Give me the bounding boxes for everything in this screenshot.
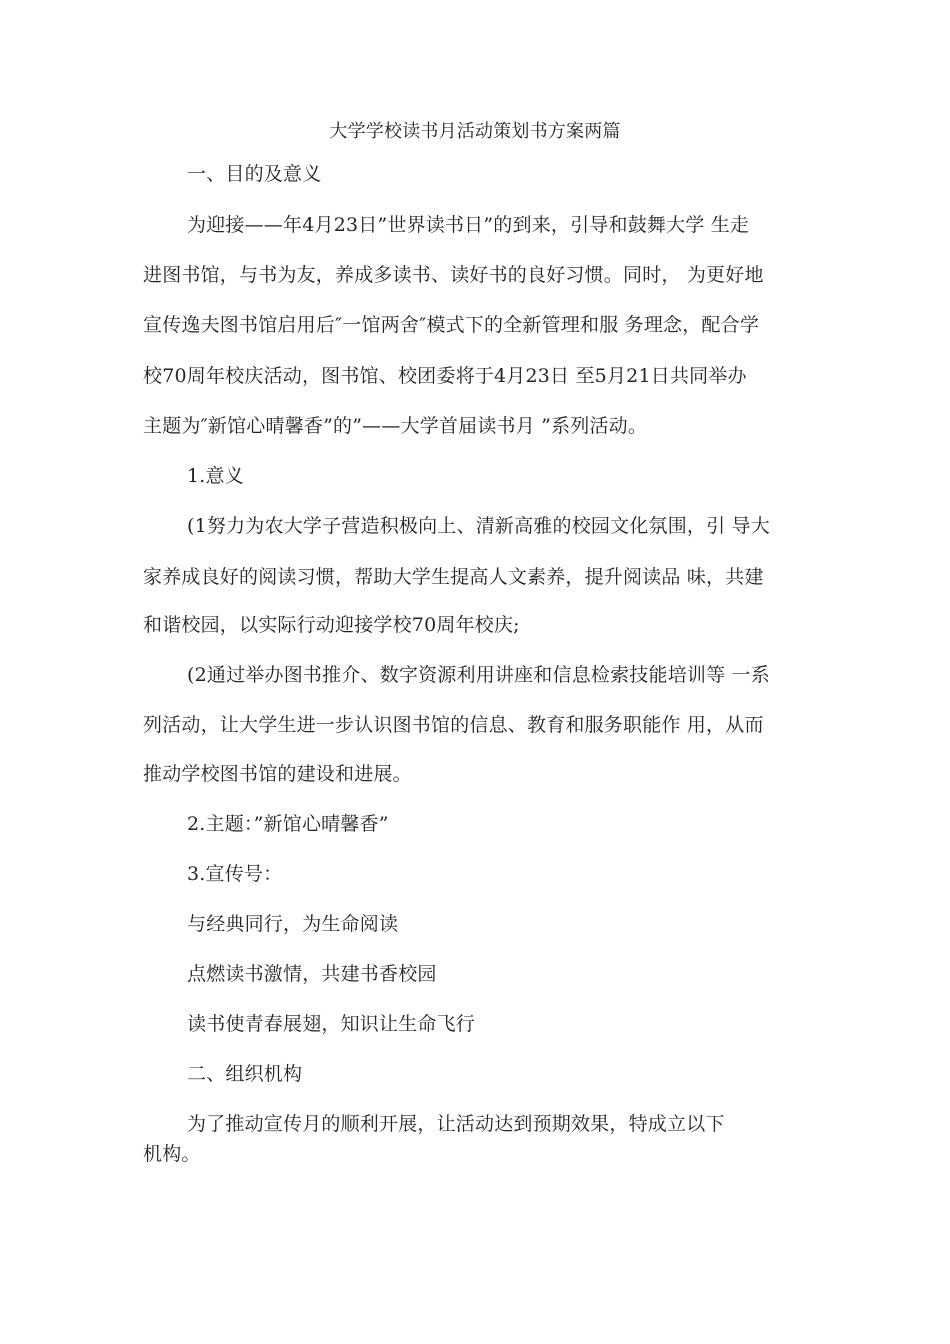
paragraph-line: (1努力为农大学子营造积极向上、清新高雅的校园文化氛围，引 导大	[187, 515, 770, 537]
subheading-slogans: 3.宣传号：	[187, 863, 283, 885]
paragraph-line: 机构。	[143, 1143, 201, 1165]
slogan-line: 读书使青春展翅，知识让生命飞行	[187, 1013, 476, 1035]
heading-organization: 二、组织机构	[187, 1063, 303, 1085]
paragraph-line: 家养成良好的阅读习惯，帮助大学生提高人文素养，提升阅读品 味，共建	[143, 566, 764, 588]
paragraph-line: 列活动，让大学生进一步认识图书馆的信息、教育和服务职能作 用，从而	[143, 714, 764, 736]
paragraph-line: 为迎接——年4月23日”世界读书日”的到来，引导和鼓舞大学 生走	[187, 214, 750, 236]
subheading-meaning: 1.意义	[187, 465, 244, 487]
paragraph-line: 宣传逸夫图书馆启用后″一馆两舍″模式下的全新管理和服 务理念，配合学	[143, 314, 760, 336]
paragraph-line: 为了推动宣传月的顺利开展，让活动达到预期效果，特成立以下	[187, 1113, 725, 1135]
paragraph-line: 和谐校园，以实际行动迎接学校70周年校庆;	[143, 614, 520, 636]
paragraph-line: 校70周年校庆活动，图书馆、校团委将于4月23日 至5月21日共同举办	[143, 365, 747, 387]
doc-title: 大学学校读书月活动策划书方案两篇	[329, 121, 621, 142]
slogan-line: 与经典同行，为生命阅读	[187, 913, 399, 935]
subheading-theme: 2.主题：”新馆心晴馨香”	[187, 813, 389, 835]
paragraph-line: 进图书馆，与书为友，养成多读书、读好书的良好习惯。同时， 为更好地	[143, 264, 764, 286]
paragraph-line: (2通过举办图书推介、数字资源利用讲座和信息检索技能培训等 一系	[187, 664, 770, 686]
paragraph-line: 推动学校图书馆的建设和进展。	[143, 763, 412, 785]
slogan-line: 点燃读书激情，共建书香校园	[187, 963, 437, 985]
heading-purpose: 一、目的及意义	[187, 163, 322, 185]
paragraph-line: 主题为″新馆心晴馨香”的”——大学首届读书月 ”系列活动。	[143, 415, 648, 437]
